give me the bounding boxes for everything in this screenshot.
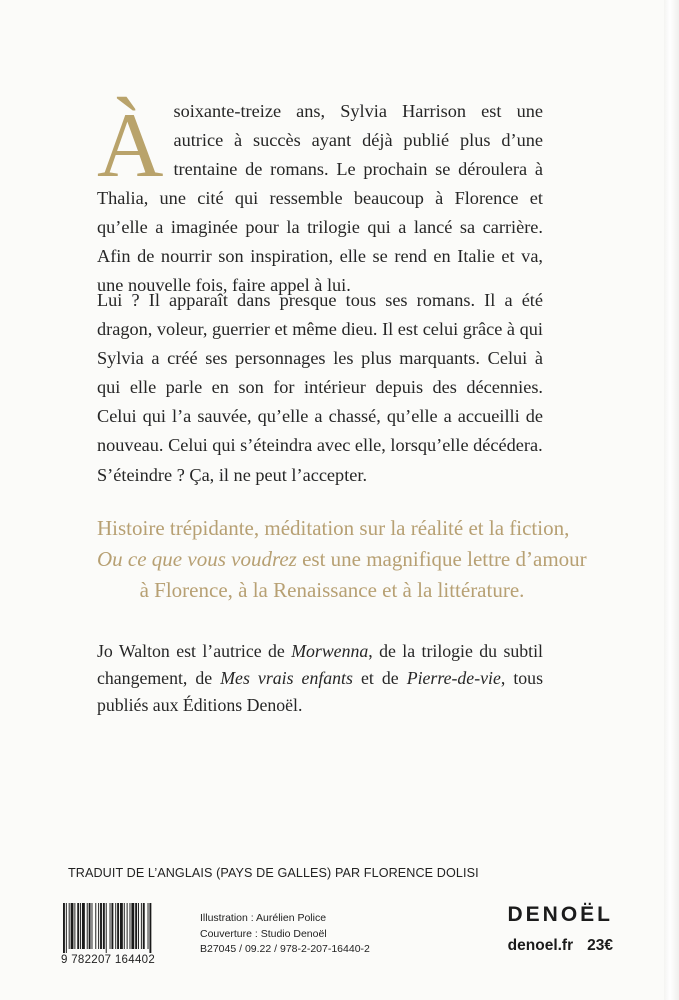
barcode-bar: [74, 903, 75, 949]
production-credits: [200, 911, 370, 958]
quote-line-1: Histoire trépidante, méditation sur la réalité et la fiction,: [97, 516, 570, 540]
author-book-title-3: Pierre-de-vie: [406, 668, 501, 688]
pull-quote: [97, 513, 587, 606]
quote-line-2-rest: est une magnifique lettre d’amour: [296, 547, 587, 571]
barcode-bar: [110, 903, 111, 949]
barcode-bar: [117, 903, 119, 949]
barcode-bar: [141, 903, 142, 949]
barcode-bar: [106, 903, 107, 953]
barcode-number: 9 782207 164402: [61, 954, 156, 966]
barcode-bar: [115, 903, 116, 949]
illustration-credit: Illustration : Aurélien Police: [200, 912, 327, 924]
barcode-bar: [111, 903, 113, 949]
barcode-bar: [69, 903, 70, 949]
barcode-bar: [66, 903, 67, 953]
blurb-paragraph-1: [97, 94, 543, 300]
author-note-part-3: et de: [352, 668, 407, 688]
blurb-paragraph-3-text: S’éteindre ? Ça, il ne peut l’accepter.: [97, 465, 368, 485]
barcode-bar: [130, 903, 131, 949]
author-note-part-4: , tous publiés aux Éditions Denoël.: [97, 668, 543, 715]
author-book-title-2: Mes vrais enfants: [220, 668, 353, 688]
author-book-title-1: Morwenna: [291, 641, 369, 661]
quote-line-3: à Florence, à la Renaissance et à la littérature.: [139, 578, 525, 602]
barcode-bar: [148, 903, 149, 949]
publisher-block: [480, 903, 613, 955]
blurb-paragraph-2-text: Lui ? Il apparaît dans presque tous ses romans. Il a été dragon, voleur, guerrier et même dieu. Il est celui grâce à qui Sylvia a créé ses personnages les plus marquants. Celui à qui elle parle en son for intérieur depuis des décennies. Celui qui l’a sauvée, qu’elle a chassé, qu’elle a accueilli de nouveau. Celui qui s’éteindra avec elle, lorsqu’elle décédera.: [97, 290, 543, 455]
barcode-bar: [100, 903, 102, 949]
barcode-bar: [77, 903, 79, 949]
barcode-bar: [98, 903, 99, 949]
publisher-site-line: [480, 937, 613, 955]
drop-cap: À: [97, 94, 164, 196]
cover-credit: Couverture : Studio Denoël: [200, 927, 327, 940]
barcode-bar: [95, 903, 96, 949]
barcode-bar: [71, 903, 74, 949]
barcode-bar: [131, 903, 134, 949]
book-title: Ou ce que vous voudrez: [97, 547, 297, 571]
blurb-paragraph-1-text: soixante-treize ans, Sylvia Harrison est une autrice à succès ayant déjà publié plus d’une trentaine de romans. Le prochain se déroulera à Thalia, une cité qui ressemble beaucoup à Florence et qu’elle a imaginée pour la trilogie qui a lancé sa carrière. Afin de nourrir son inspiration, elle se rend en Italie et va, une nouvelle fois, faire appel à lui.: [97, 101, 543, 295]
barcode-bar: [89, 903, 91, 949]
barcode-bar: [103, 903, 105, 949]
price: 23€: [587, 937, 613, 954]
publisher-logo: DENOËL: [507, 903, 613, 926]
barcode-bar: [120, 903, 123, 949]
barcode-bar: [80, 903, 81, 949]
barcode-bars: [61, 903, 181, 953]
barcode-bar: [82, 903, 85, 949]
blurb-paragraph-2: [97, 286, 543, 460]
barcode-bar: [143, 903, 145, 949]
author-note-part-1: Jo Walton est l’autrice de: [97, 641, 292, 661]
author-note-part-2: , de la trilogie du subtil changement, de: [97, 641, 543, 688]
publisher-website: denoel.fr: [507, 937, 574, 954]
author-note: [97, 638, 543, 719]
barcode-bar: [135, 903, 137, 949]
author-note-text: [97, 638, 543, 719]
isbn-barcode: [61, 903, 181, 969]
reference-line: B27045 / 09.22 / 978-2-207-16440-2: [200, 943, 370, 955]
barcode-bar: [63, 903, 65, 953]
barcode-bar: [127, 903, 128, 949]
cover-edge: [664, 0, 679, 1000]
barcode-bar: [124, 903, 125, 949]
barcode-bar: [92, 903, 93, 949]
quote-line-2: [97, 544, 587, 575]
barcode-bar: [87, 903, 88, 949]
barcode-bar: [138, 903, 139, 949]
translator-credit: TRADUIT DE L’ANGLAIS (PAYS DE GALLES) PAR FLORENCE DOLISI: [68, 866, 479, 880]
blurb-paragraph-3: [97, 461, 543, 490]
barcode-bar: [149, 903, 151, 953]
